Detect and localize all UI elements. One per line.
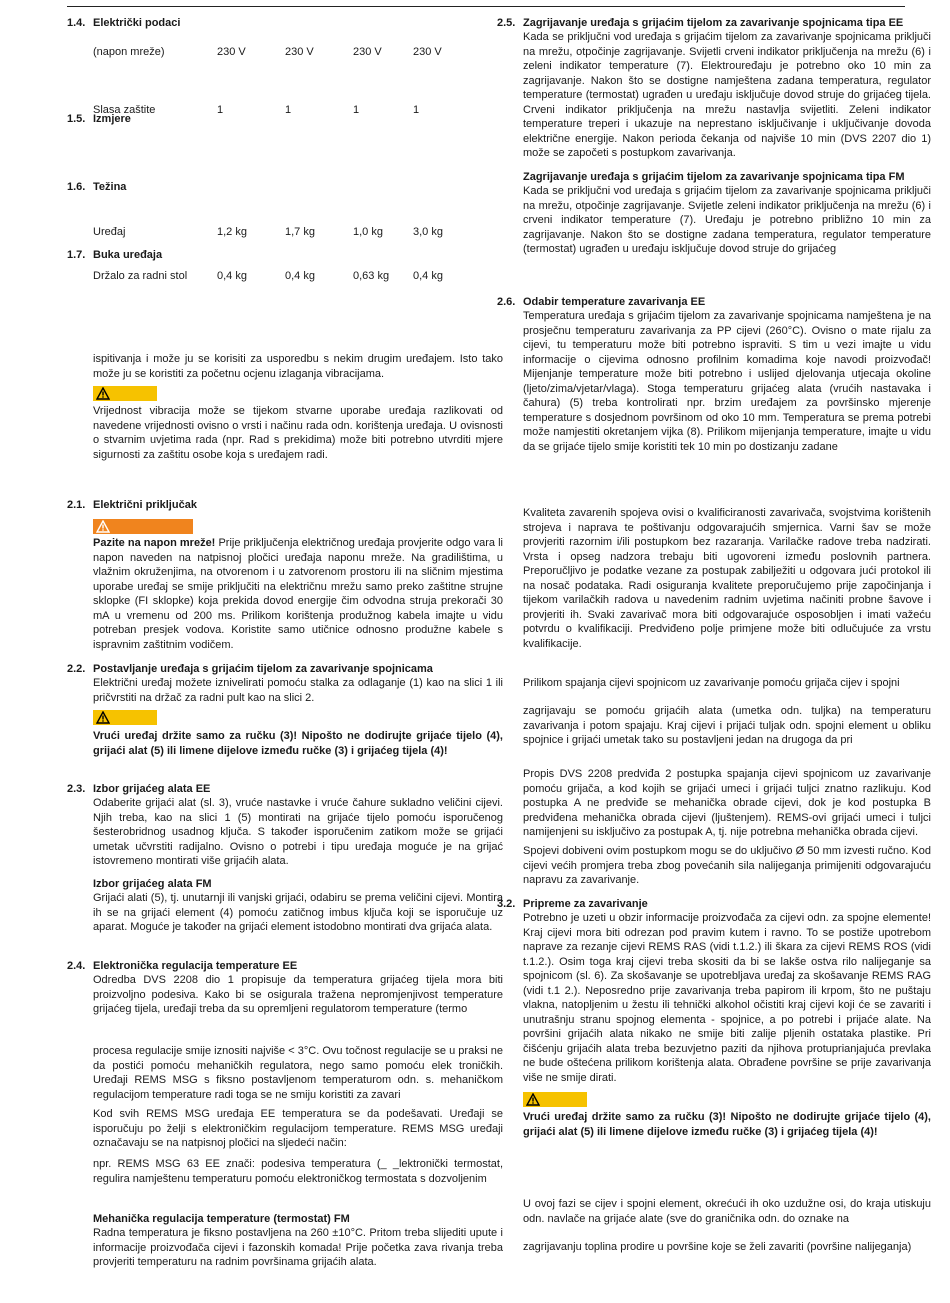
- cell: 1: [413, 104, 420, 116]
- kvaliteta-paragraph: Kvaliteta zavarenih spojeva ovisi o kvalificiranosti zavarivača, svojstvima korištenih strojeva i naprava te poštivanju odgovarajućih smjernica. Varni šav se može provjeriti razornim i/ili postupkom bez razaranja. Varilačke radove treba nadzirati. Vrsta i opseg nadzora trebaju biti ugovoreni između poslovnih partnera. Preporučljivo je podatke vezane za postupak zabilježiti u odgovara jući protokol ili na nosač podataka. Radi osiguranja kvalitete preporučujemo prije započinjanja i tijekom varilačkih radova u navedenim radnim uvjetima načiniti probne šavove i provjeriti ih. Svaki zavarivač mora biti odgovarajuće osposobljen i imati važeću potvrdu o kvalifikaciji. Predviđeno polje primjene može biti odlučujuće za vrstu kvalifikacije.: [523, 507, 931, 650]
- section-title: Zagrijavanje uređaja s grijaćim tijelom za zavarivanje spojnicama tipa EE: [523, 17, 904, 29]
- warning-triangle-icon: [96, 387, 110, 400]
- section-1-5: [67, 112, 477, 127]
- section-number: 2.4.: [67, 960, 86, 972]
- warning-label: [523, 1092, 587, 1107]
- propis-paragraph: Propis DVS 2208 predviđa 2 postupka spajanja cijevi spojnicom uz zavarivanje pomoću grijača, a kod kojih se grijaći umeci i grijaći tuljci znatno razlikuju. Kod postupka A ne predviđe se mehanička obrade cijevi, dok je kod postupka B predviđena mehanička obrada cijevi (ljuštenjem). REMS-ovi grijaći umeci i tuljci namijenjeni su isključivo za postupak A, tj. nije potrebna mehanička obrada cijevi.: [523, 768, 931, 838]
- warning-label: [93, 710, 157, 725]
- section-number: 1.5.: [67, 113, 86, 125]
- section-title: Odabir temperature zavarivanja EE: [523, 296, 706, 308]
- section-2-1-text: [67, 536, 503, 652]
- zagrijavanje-fm-text: Kada se priključni vod uređaja s grijaćim tijelom za zavarivanje spojnicama priključi na mrežu, otpočinje zagrijavanje. Svijetle zeleni indikator priključenja na mrežu (6) i crveni indikator temperature (7). Uređaju je potrebno približno 10 min za zagrijavanje. Nakon što se dostigne zadana temperatura, regulator temperature (termostat) ugrađen u uređaju isključuje dovod struje do grijaćeg: [523, 185, 931, 255]
- top-rule: [67, 6, 905, 7]
- zagrijavanje-fm-title: Zagrijavanje uređaja s grijaćim tijelom za zavarivanje spojnicama tipa FM: [523, 171, 905, 183]
- warning-triangle-icon: [526, 1093, 540, 1106]
- section-number: 1.6.: [67, 181, 86, 193]
- section-title: Pripreme za zavarivanje: [523, 898, 648, 910]
- section-2-2: [67, 662, 477, 677]
- ispitivanja-paragraph: ispitivanja i može ju se korisiti za usporedbu s nekim drugim uređajem. Isto tako može ju se koristiti za početnu ocjenu izlaganja vibracijama.: [93, 353, 503, 380]
- section-number: 2.1.: [67, 499, 86, 511]
- section-number: 2.3.: [67, 783, 86, 795]
- cell: 230 V: [285, 46, 314, 58]
- section-title: Električki podaci: [93, 17, 181, 29]
- cell: 1: [217, 104, 224, 116]
- spajanje-paragraph-1: Prilikom spajanja cijevi spojnicom uz zavarivanje pomoću grijača cijev i spojni: [523, 677, 900, 689]
- drzalo-row: [67, 269, 477, 284]
- section-2-5-text: Kada se priključni vod uređaja s grijaćim tijelom za zavarivanje spojnicama priključi na mrežu, otpočinje zagrijavanje. Svijetli crveni indikator priključenja na mrežu (6) i zeleni indikator temperature (7). Elektrouređaju je potrebno oko 10 min za zagrijavanje. Nakon što se dostigne namještena zadana temperatura, regulator temperature (termostat) ugrađen u uređaju isključuje dovod struje do grijaćeg tijela. Crveni indikator priključenja na mrežu nastavlja svijetliti. Zeleni indikator temperature treperi i ukazuje na neprestano isključivanje i uključivanje dovoda električne energije. Nakon perioda čekanja od najviše 10 min (DVS 2207 dio 1) može se započeti s postupkom zavarivanja.: [523, 31, 931, 159]
- section-number: 2.2.: [67, 663, 86, 675]
- cell: 0,4 kg: [217, 270, 247, 282]
- cell: 1,7 kg: [285, 226, 315, 238]
- section-number: 3.2.: [497, 898, 516, 910]
- napon-row: [67, 45, 477, 60]
- section-1-4: [67, 16, 477, 31]
- left-column: [67, 12, 503, 1268]
- cell: 1: [353, 104, 360, 116]
- cell: 230 V: [353, 46, 382, 58]
- mehanicka-fm-text: Radna temperatura je fiksno postavljena na 260 ±10°C. Pritom treba slijediti upute i informacije proizvođača cijevi i fazonskih komada! Prije početka zava rivanja treba provjeriti temperaturu na radnim površinama grijaćih alata.: [93, 1227, 503, 1268]
- section-title: Izmjere: [93, 113, 131, 125]
- section-title: Izbor grijaćeg alata EE: [93, 783, 211, 795]
- warning-bar: [67, 708, 503, 727]
- section-number: 1.7.: [67, 249, 86, 261]
- section-2-3: [67, 782, 477, 797]
- section-number: 2.6.: [497, 296, 516, 308]
- cell: 0,63 kg: [353, 270, 390, 282]
- section-2-5: [497, 16, 905, 31]
- section-3-2-warning: Vrući uređaj držite samo za ručku (3)! Nipošto ne dodirujte grijaće tijelo (4), grijaći alat (5) ili limene dijelove između ručke (3) i grijaćeg tijela (4)!: [523, 1111, 931, 1138]
- napon-warning-bold: Pazite na napon mreže!: [93, 537, 216, 549]
- warning-label: [93, 519, 193, 534]
- section-number: 1.4.: [67, 17, 86, 29]
- cell: 1,2 kg: [217, 226, 247, 238]
- spojevi-paragraph: Spojevi dobiveni ovim postupkom mogu se do uključivo Ø 50 mm izvesti ručno. Kod cijevi većih promjera treba zbog povećanih sila nalijeganja primijeniti odgovarajuću napravu za zavarivanje.: [523, 845, 931, 886]
- section-2-4-text-3: Kod svih REMS MSG uređaja EE temperatura se da podešavati. Uređaji se isporučuju po želji s elektroničkim regulacijom temperature. REMS MSG uređaji označavaju se na natpisnoj pločici na sljedeći način:: [93, 1108, 503, 1149]
- uredaj-row: [67, 225, 477, 240]
- section-2-4-text-4: npr. REMS MSG 63 EE znači: podesiva temperatura (_ _lektronički termostat, regulira namještenu temperaturu pomoću elektroničkog termostata s dozvoljenim: [93, 1158, 503, 1185]
- row-label: Uređaj: [93, 226, 126, 238]
- warning-triangle-icon: [96, 711, 110, 724]
- section-2-4-text-2: procesa regulacije smije iznositi najviše < 3°C. Ovu točnost regulacije se u praksi ne da postići pomoću mehaničkih regulatora, nego samo pomoću elek troničkih. Uređaji REMS MSG s fiksno postavljenom temperaturom odn. s. mehaničkom regulacijom temperature radi toga se ne smiju koristiti za zavari: [93, 1045, 503, 1101]
- section-2-6: [497, 295, 905, 310]
- warning-bar: [497, 1090, 931, 1109]
- section-3-2-text: Potrebno je uzeti u obzir informacije proizvođača za cijevi odn. za spojne elemente! Kraj cijevi mora biti odrezan pod pravim kutem i ravno. To se postiže upotrebom naprave za rezanje cijevi REMS RAS (vidi t.1.2.) ili škara za cijevi REMS ROS (vidi t.1.2.). Osim toga kraj cijevi treba skositi da bi se lakše ostva rilo nalijeganje sa spojnicom (sl. 6). Za skošavanje se upotrebljava uređaj za skošavanje REMS RAG (vidi t.1 2.). Neposredno prije zavarivanja treba papirom ili krpom, što ne puštaju vlakna, natopljenim u žestu ili tehnički alkohol očistiti kraj cijevi koji će se zavariti i unutrašnju stranu spojnog elementa - spojnice, a po potrebi i prijaće alate. Na površini grijaćih alata nikako ne smije biti zalije pljenih ostataka plastike. Pri čišćenju grijaćih alata treba bezuvjetno paziti da njihova protuprianjajuća prevlaka ne bude oštećena prilikom korištenja alata. Obrađene površine se prije zavarivanja više ne smije dirati.: [523, 912, 931, 1084]
- cell: 3,0 kg: [413, 226, 443, 238]
- section-2-2-warning: Vrući uređaj držite samo za ručku (3)! Nipošto ne dodirujte grijaće tijelo (4), grijaći alat (5) ili limene dijelove između ručke (3) i grijaćeg tijela (4)!: [93, 730, 503, 757]
- spajanje-paragraph-2: zagrijavaju se pomoću grijaćih alata (umetka odn. tuljka) na temperaturu zavarivanja i potom spajaju. Kraj cijevi i prijaći tuljak odn. spojni element u obliku spojnice i grijaći umetak tako su postavljeni jedan na drugoga da pri: [523, 705, 931, 746]
- section-3-2: [497, 897, 905, 912]
- zagrijavanju-paragraph: zagrijavanju toplina prodire u površine koje se želi zavariti (površine nalijeganja): [523, 1241, 912, 1253]
- izbor-fm-title: Izbor grijaćeg alata FM: [93, 878, 212, 890]
- section-2-4-text: Odredba DVS 2208 dio 1 propisuje da temperatura grijaćeg tijela mora biti proizvoljno podesiva. Kako bi se osigurala tražena nepromjenjivost temperature grijaćeg tijela, uređaji treba da su opremljeni regulatorom temperature (termo: [93, 974, 503, 1015]
- warning-bar: [67, 384, 503, 403]
- warning-label: [93, 386, 157, 401]
- section-number: 2.5.: [497, 17, 516, 29]
- izbor-fm-text: Grijaći alati (5), tj. unutarnji ili vanjski grijaći, odabiru se prema veličini cijevi. Montira ih se na grijaći element (4) pomoću zatičnog imbus ključa koji se isporučuje uz aparat. Moguće je također na grijaći element istodobno montirati dva grijaća alata.: [93, 892, 503, 933]
- section-2-1: [67, 498, 477, 513]
- section-title: Postavljanje uređaja s grijaćim tijelom za zavarivanje spojnicama: [93, 663, 433, 675]
- row-label: (napon mreže): [93, 46, 165, 58]
- section-2-4: [67, 959, 477, 974]
- cell: 0,4 kg: [285, 270, 315, 282]
- section-title: Buka uređaja: [93, 249, 163, 261]
- section-title: Elektronička regulacija temperature EE: [93, 960, 298, 972]
- vibracije-paragraph: Vrijednost vibracija može se tijekom stvarne uporabe uređaja razlikovati od navedene vrijednosti ovisno o vrsti i načinu rada odn. korištenja uređaja. U ovisnosti o stvarnim uvjetima rada (npr. Rad s prekidima) može biti potrebno utvrditi mjere sigurnosti za zaštitu osobe koja s uređajem radi.: [93, 405, 503, 461]
- warning-bar: [67, 517, 503, 536]
- section-1-6: [67, 180, 477, 195]
- faza-paragraph: U ovoj fazi se cijev i spojni element, okrećući ih oko uzdužne osi, do kraja utiskuju odn. navlače na grijaće alate (sve do graničnika odn. do oznake na: [523, 1198, 931, 1225]
- cell: 230 V: [217, 46, 246, 58]
- napon-warning-text: Prije priključenja električnog uređaja provjerite odgo vara li napon naveden na natpisnoj pločici uređaja naponu mreže. Na gradilištima, u vlažnim okruženjima, na otvorenom i u zatvorenom prostoru ili na sličnim mjestima uporabe uređaj se smije priključiti na električnu mrežu samo preko zaštitne strujne sklopke (FI sklopke) koja prekida dovod energije čim odvodna struja prekorači 30 mA u vremenu od 200 ms. Prilikom korištenja produžnog kabela imajte u vidu potreban presjek vodova. Koristite samo utičnice odnosno produžne kabele s ispravnim zaštitnim vodičem.: [93, 537, 503, 651]
- cell: 1: [285, 104, 292, 116]
- section-title: Težina: [93, 181, 127, 193]
- row-label: Slasa zaštite: [93, 104, 156, 116]
- row-label: Držalo za radni stol: [93, 270, 188, 282]
- section-2-2-text: Električni uređaj možete iznivelirati pomoću stalka za odlaganje (1) kao na slici 1 ili pričvrstiti na držač za radni pult kao na slici 2.: [93, 677, 503, 704]
- section-title: Električni priključak: [93, 499, 197, 511]
- section-1-7: [67, 248, 477, 263]
- cell: 230 V: [413, 46, 442, 58]
- mehanicka-fm-title: Mehanička regulacija temperature (termostat) FM: [93, 1213, 350, 1225]
- section-2-6-text: Temperatura uređaja s grijaćim tijelom za zavarivanje spojnicama namještena je na prosječnu temperaturu zavarivanja za PP cijevi (260°C). Ovisno o mate rijalu za cijevi, tu temperaturu može biti potrebno ispraviti. S tim u vezi imajte u vidu informacije o cijevima odnosno profilnim komadima koje navodi proizvođač! Mijenjanje temperature može biti potrebno i uslijed djelovanja utjecaja okoline (ljeto/zima/vjetar/vlaga). Stoga temperaturu grijaćeg alata (vrućih nastavaka i čahura) (5) treba kontrolirati npr. brzim uređajem za površinsko mjerenje temperature s dosjednom površinom od oko 10 mm. Temperatura se prema potrebi može namjestiti okretanjem vijka (8). Prilikom mijenjanja temperature, imajte u vidu da se grijaće tijelo smije koristiti tek 10 min po dostizanju zadane: [523, 310, 931, 453]
- cell: 0,4 kg: [413, 270, 443, 282]
- section-2-3-text: Odaberite grijaći alat (sl. 3), vruće nastavke i vruće čahure sukladno veličini cijevi. Njih treba, kao na slici 1 (5) montirati na grijaće tijelo pomoću isporučenog šesterobridnog usadnog ključa. S također isporučenim zatikom može se grijaći umetak učvrstiti radijalno. Ovisno o potrebi i tipu uređaja moguće je na grijać istovremeno montirati više grijaćih alata.: [93, 797, 503, 867]
- warning-triangle-icon: [96, 520, 110, 533]
- cell: 1,0 kg: [353, 226, 383, 238]
